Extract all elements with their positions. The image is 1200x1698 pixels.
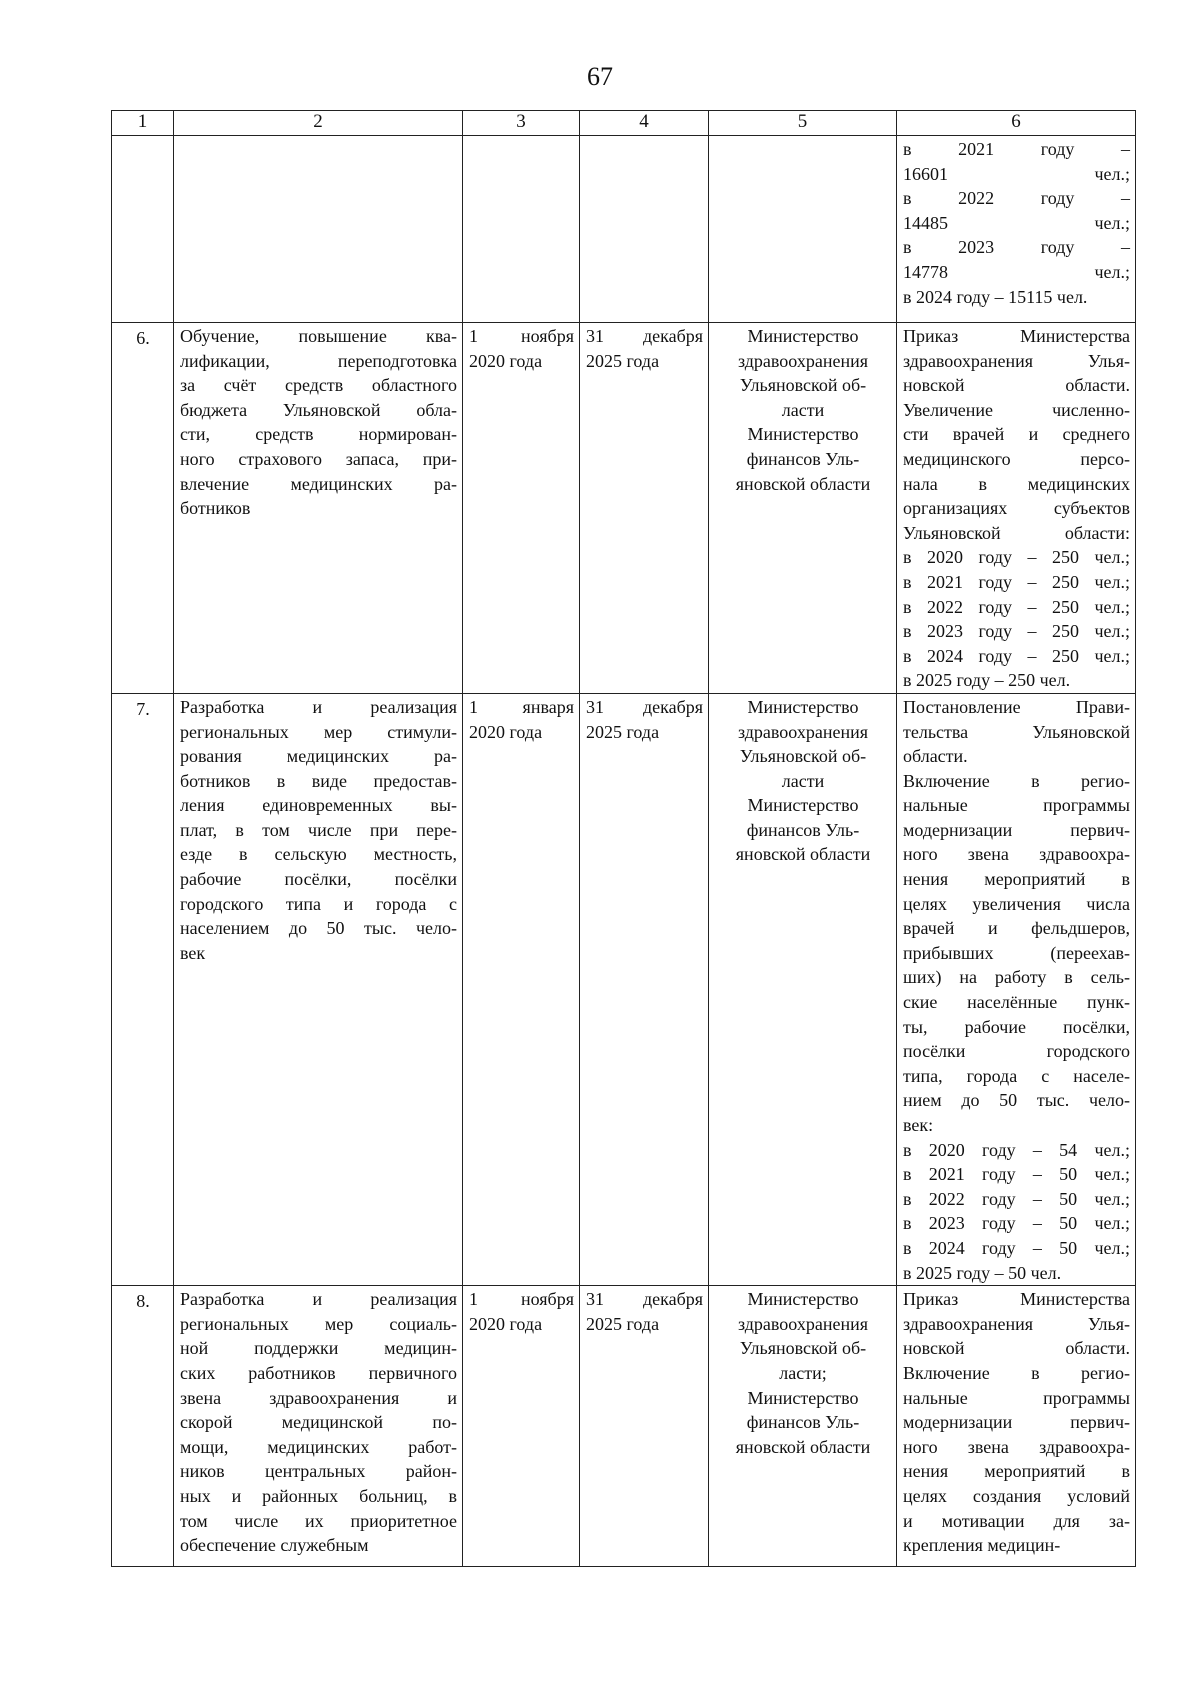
cell-line: 2020 года bbox=[469, 721, 543, 742]
cell-line: в 2024 году – 250 чел.; bbox=[903, 645, 1130, 666]
cell-line: ласти; bbox=[779, 1362, 827, 1383]
cell-line: мощи, медицинских работ- bbox=[180, 1436, 457, 1457]
cell-line: 14485 чел.; bbox=[903, 212, 1130, 233]
cell-line: ных и районных больниц, в bbox=[180, 1485, 457, 1506]
cell-line: 2025 года bbox=[586, 350, 660, 371]
cell-line: нения мероприятий в bbox=[903, 869, 1130, 890]
cell-line: век: bbox=[903, 1115, 934, 1135]
cell-line: яновской области bbox=[735, 844, 871, 865]
cell-line: в 2021 году – 50 чел.; bbox=[903, 1164, 1130, 1185]
cell-line: ботников bbox=[180, 498, 251, 519]
cell-line: обеспечение служебным bbox=[180, 1535, 369, 1556]
cell-line: медицинского персо- bbox=[903, 448, 1130, 469]
cell-line: 31 декабря bbox=[586, 1289, 703, 1310]
cell-end bbox=[580, 136, 709, 323]
cell-line: в 2023 году – bbox=[903, 237, 1130, 258]
cell-line: региональных мер стимули- bbox=[180, 721, 457, 742]
cell-line: в 2020 году – 250 чел.; bbox=[903, 547, 1130, 568]
cell-line: здравоохранения bbox=[737, 721, 869, 742]
cell-line: в 2022 году – bbox=[903, 188, 1130, 209]
table-row bbox=[112, 323, 1136, 694]
cell-line: влечение медицинских ра- bbox=[180, 473, 457, 494]
cell-line: 31 декабря bbox=[586, 696, 703, 717]
cell-line: области. bbox=[903, 746, 968, 767]
cell-result bbox=[897, 693, 1136, 1285]
cell-line: 16601 чел.; bbox=[903, 163, 1130, 184]
cell-line: Ульяновской об- bbox=[739, 375, 867, 396]
cell-line: целях создания условий bbox=[903, 1485, 1130, 1506]
cell-line: ботников в виде предостав- bbox=[180, 770, 457, 791]
cell-start bbox=[463, 323, 580, 694]
column-header-5: 5 bbox=[709, 111, 897, 136]
cell-line: Министерство bbox=[747, 1289, 859, 1310]
cell-line: яновской области bbox=[735, 473, 871, 494]
cell-line: ских работников первичного bbox=[180, 1362, 457, 1383]
cell-line: за счёт средств областного bbox=[180, 375, 457, 396]
cell-line: рования медицинских ра- bbox=[180, 746, 457, 767]
cell-line: 14778 чел.; bbox=[903, 261, 1130, 282]
page-number: 67 bbox=[587, 62, 613, 91]
cell-line: модернизации первич- bbox=[903, 819, 1130, 840]
cell-line: бюджета Ульяновской обла- bbox=[180, 399, 457, 420]
cell-line: ты, рабочие посёлки, bbox=[903, 1016, 1130, 1037]
cell-num: 8. bbox=[112, 1286, 174, 1567]
cell-line: рабочие посёлки, посёлки bbox=[180, 869, 457, 890]
cell-line: 1 ноября bbox=[469, 1289, 574, 1310]
header-row bbox=[112, 111, 1136, 136]
column-header-3: 3 bbox=[463, 111, 580, 136]
cell-line: Разработка и реализация bbox=[180, 1289, 457, 1310]
cell-result bbox=[897, 323, 1136, 694]
table-row bbox=[112, 1286, 1136, 1567]
cell-line: ной поддержки медицин- bbox=[180, 1338, 457, 1359]
cell-line: нала в медицинских bbox=[903, 473, 1130, 494]
cell-line: ласти bbox=[781, 770, 825, 791]
cell-line: в 2022 году – 250 чел.; bbox=[903, 596, 1130, 617]
cell-line: Разработка и реализация bbox=[180, 696, 457, 717]
cell-line: нием до 50 тыс. чело- bbox=[903, 1090, 1130, 1111]
cell-responsible bbox=[709, 323, 897, 694]
cell-responsible bbox=[709, 136, 897, 323]
cell-line: том числе их приоритетное bbox=[180, 1510, 457, 1531]
cell-line: 2025 года bbox=[586, 1313, 660, 1334]
cell-line: век bbox=[180, 942, 206, 963]
cell-line: 2020 года bbox=[469, 350, 543, 371]
cell-line: Приказ Министерства bbox=[903, 326, 1130, 346]
cell-num: 6. bbox=[112, 323, 174, 694]
cell-line: нальные программы bbox=[903, 795, 1130, 816]
cell-num bbox=[112, 136, 174, 323]
cell-line: крепления медицин- bbox=[903, 1535, 1061, 1556]
cell-line: Увеличение численно- bbox=[903, 399, 1130, 420]
cell-line: в 2020 году – 54 чел.; bbox=[903, 1139, 1130, 1160]
cell-start bbox=[463, 693, 580, 1285]
table-row-continuation bbox=[112, 136, 1136, 323]
cell-line: Ульяновской об- bbox=[739, 1338, 867, 1359]
cell-line: Ульяновской области: bbox=[903, 522, 1130, 543]
cell-line: 1 ноября bbox=[469, 326, 574, 346]
cell-line: звена здравоохранения и bbox=[180, 1387, 457, 1408]
cell-line: 2020 года bbox=[469, 1313, 543, 1334]
cell-line: ного страхового запаса, при- bbox=[180, 448, 457, 469]
cell-line: и мотивации для за- bbox=[903, 1510, 1130, 1531]
cell-line: плат, в том числе при пере- bbox=[180, 819, 457, 840]
cell-line: финансов Уль- bbox=[746, 1412, 860, 1433]
table-row bbox=[112, 693, 1136, 1285]
cell-line: в 2025 году – 50 чел. bbox=[903, 1262, 1062, 1283]
cell-line: нения мероприятий в bbox=[903, 1461, 1130, 1482]
cell-line: новской области. bbox=[903, 375, 1130, 396]
cell-name bbox=[174, 1286, 463, 1567]
cell-end bbox=[580, 1286, 709, 1567]
cell-line: ские населённые пунк- bbox=[903, 992, 1130, 1013]
cell-line: ников центральных район- bbox=[180, 1461, 457, 1482]
cell-line: езде в сельскую местность, bbox=[180, 844, 457, 865]
cell-line: Министерство bbox=[747, 424, 859, 445]
cell-line: 2025 года bbox=[586, 721, 660, 742]
cell-line: Постановление Прави- bbox=[903, 696, 1130, 717]
cell-line: ления единовременных вы- bbox=[180, 795, 457, 816]
cell-line: врачей и фельдшеров, bbox=[903, 918, 1130, 939]
cell-line: сти врачей и среднего bbox=[903, 424, 1130, 445]
cell-line: населением до 50 тыс. чело- bbox=[180, 918, 457, 939]
cell-line: в 2022 году – 50 чел.; bbox=[903, 1188, 1130, 1209]
cell-line: городского типа и города с bbox=[180, 893, 457, 914]
cell-line: Ульяновской об- bbox=[739, 746, 867, 767]
cell-line: Министерство bbox=[747, 696, 859, 717]
cell-line: сти, средств нормирован- bbox=[180, 424, 457, 445]
cell-line: в 2021 году – bbox=[903, 139, 1130, 159]
cell-line: лификации, переподготовка bbox=[180, 350, 457, 371]
cell-start bbox=[463, 136, 580, 323]
cell-line: ного звена здравоохра- bbox=[903, 844, 1130, 865]
cell-name bbox=[174, 136, 463, 323]
column-header-2: 2 bbox=[174, 111, 463, 136]
cell-line: здравоохранения bbox=[737, 350, 869, 371]
column-header-6: 6 bbox=[897, 111, 1136, 136]
cell-line: типа, города с населе- bbox=[903, 1065, 1130, 1086]
cell-end bbox=[580, 693, 709, 1285]
cell-line: финансов Уль- bbox=[746, 819, 860, 840]
cell-line: здравоохранения Улья- bbox=[903, 1313, 1130, 1334]
cell-line: здравоохранения Улья- bbox=[903, 350, 1130, 371]
cell-line: 1 января bbox=[469, 696, 574, 717]
cell-line: ного звена здравоохра- bbox=[903, 1436, 1130, 1457]
cell-line: яновской области bbox=[735, 1436, 871, 1457]
column-header-4: 4 bbox=[580, 111, 709, 136]
cell-line: прибывших (переехав- bbox=[903, 942, 1130, 963]
cell-line: новской области. bbox=[903, 1338, 1130, 1359]
cell-responsible bbox=[709, 1286, 897, 1567]
column-header-1: 1 bbox=[112, 111, 174, 136]
cell-line: Приказ Министерства bbox=[903, 1289, 1130, 1310]
cell-line: Министерство bbox=[747, 795, 859, 816]
cell-line: модернизации первич- bbox=[903, 1412, 1130, 1433]
measures-table bbox=[111, 110, 1136, 1567]
cell-line: ших) на работу в сель- bbox=[903, 967, 1130, 988]
cell-line: Обучение, повышение ква- bbox=[180, 326, 457, 346]
cell-result bbox=[897, 1286, 1136, 1567]
cell-line: в 2024 году – 15115 чел. bbox=[903, 286, 1088, 307]
cell-line: целях увеличения числа bbox=[903, 893, 1130, 914]
cell-line: Министерство bbox=[747, 1387, 859, 1408]
cell-line: в 2023 году – 50 чел.; bbox=[903, 1213, 1130, 1234]
cell-end bbox=[580, 323, 709, 694]
cell-line: региональных мер социаль- bbox=[180, 1313, 457, 1334]
cell-line: тельства Ульяновской bbox=[903, 721, 1130, 742]
cell-num: 7. bbox=[112, 693, 174, 1285]
cell-start bbox=[463, 1286, 580, 1567]
cell-line: 31 декабря bbox=[586, 326, 703, 346]
cell-line: нальные программы bbox=[903, 1387, 1130, 1408]
cell-line: посёлки городского bbox=[903, 1041, 1130, 1062]
cell-responsible bbox=[709, 693, 897, 1285]
cell-line: в 2021 году – 250 чел.; bbox=[903, 571, 1130, 592]
cell-line: Включение в регио- bbox=[903, 1362, 1130, 1383]
cell-line: скорой медицинской по- bbox=[180, 1412, 457, 1433]
cell-result bbox=[897, 136, 1136, 323]
cell-name bbox=[174, 323, 463, 694]
cell-line: здравоохранения bbox=[737, 1313, 869, 1334]
cell-line: Министерство bbox=[747, 326, 859, 346]
cell-line: ласти bbox=[781, 399, 825, 420]
cell-name bbox=[174, 693, 463, 1285]
cell-line: в 2025 году – 250 чел. bbox=[903, 670, 1071, 691]
cell-line: в 2023 году – 250 чел.; bbox=[903, 621, 1130, 642]
cell-line: в 2024 году – 50 чел.; bbox=[903, 1237, 1130, 1258]
cell-line: организациях субъектов bbox=[903, 498, 1130, 519]
cell-line: финансов Уль- bbox=[746, 448, 860, 469]
cell-line: Включение в регио- bbox=[903, 770, 1130, 791]
